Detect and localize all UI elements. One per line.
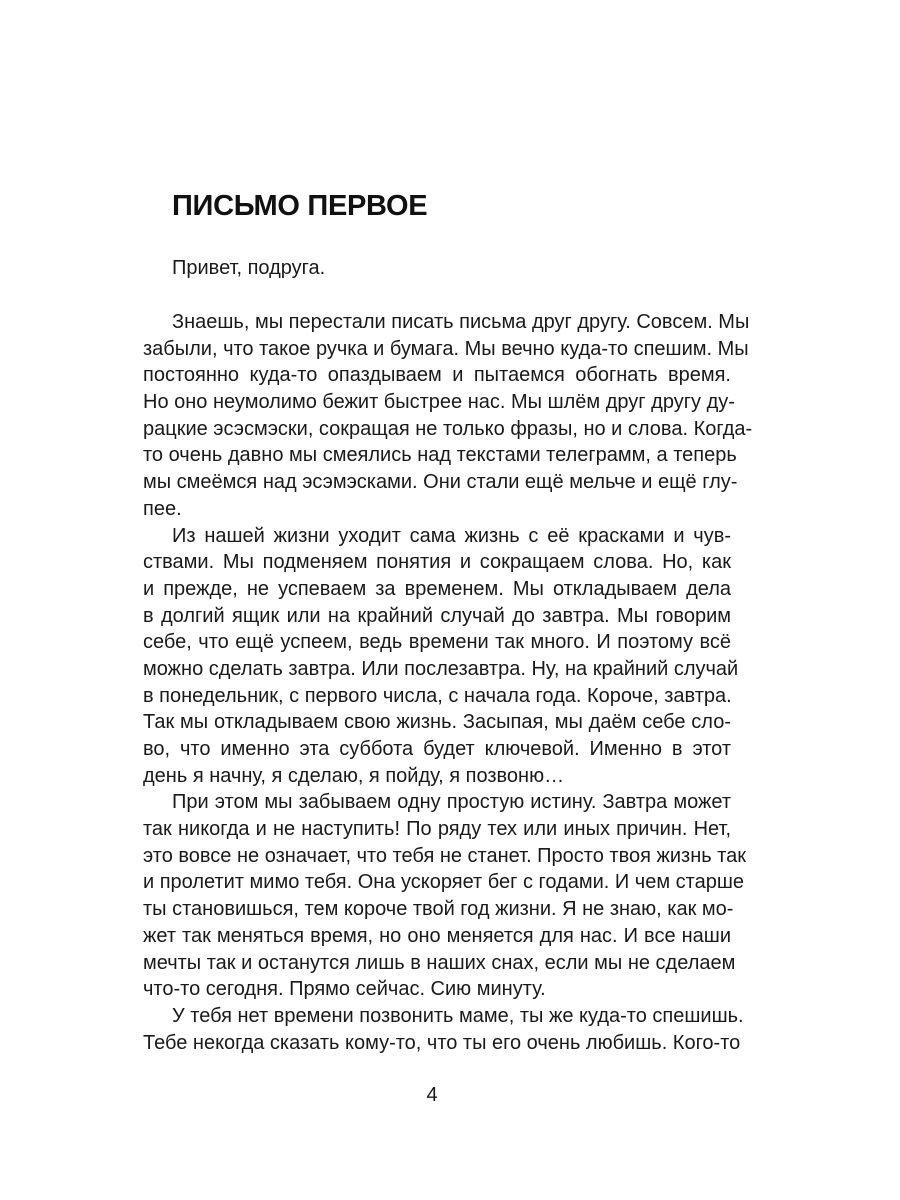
text-line: день я начну, я сделаю, я пойду, я позвоню… — [143, 764, 565, 787]
text-line: При этом мы забываем одну простую истину. Завтра может — [172, 791, 731, 814]
paragraph — [143, 523, 739, 790]
text-line: постоянно куда-то опаздываем и пытаемся обогнать время. — [143, 364, 731, 387]
text-line: Тебе некогда сказать кому-то, что ты его очень любишь. Кого-то — [143, 1031, 741, 1054]
text-line: мечты так и останутся лишь в наших снах, если мы не сделаем — [143, 951, 736, 974]
text-line: Но оно неумолимо бежит быстрее нас. Мы шлём друг другу ду- — [143, 391, 735, 414]
paragraph — [143, 1003, 744, 1056]
text-line: так никогда и не наступить! По ряду тех или иных причин. Нет, — [143, 818, 731, 841]
text-line: Из нашей жизни уходит сама жизнь с её красками и чув- — [172, 524, 731, 547]
text-line: что-то сегодня. Прямо сейчас. Сию минуту. — [143, 978, 546, 1001]
text-line: и прежде, не успеваем за временем. Мы откладываем дела — [143, 577, 731, 600]
greeting: Привет, подруга. — [172, 257, 326, 279]
page-number: 4 — [426, 1084, 438, 1106]
body-text — [143, 309, 753, 1056]
text-line: ты становишься, тем короче твой год жизни. Я не знаю, как мо- — [143, 898, 734, 921]
text-line: в долгий ящик или на крайний случай до завтра. Мы говорим — [143, 604, 731, 627]
text-line: и пролетит мимо тебя. Она ускоряет бег с годами. И чем старше — [143, 871, 745, 894]
text-line: У тебя нет времени позвонить маме, ты же куда-то спешишь. — [172, 1004, 744, 1027]
paragraph — [143, 309, 753, 523]
text-line: пее. — [143, 497, 182, 520]
text-line: себе, что ещё успеем, ведь времени так много. И поэтому всё — [143, 631, 731, 654]
text-line: забыли, что такое ручка и бумага. Мы вечно куда-то спешим. Мы — [143, 337, 749, 360]
text-line: можно сделать завтра. Или послезавтра. Ну, на крайний случай — [143, 657, 739, 680]
text-line: ствами. Мы подменяем понятия и сокращаем слова. Но, как — [143, 551, 731, 574]
text-line: это вовсе не означает, что тебя не станет. Просто твоя жизнь так — [143, 844, 747, 867]
text-line: в понедельник, с первого числа, с начала года. Короче, завтра. — [143, 684, 732, 707]
text-line: рацкие эсэсмэски, сокращая не только фразы, но и слова. Когда- — [143, 417, 753, 440]
text-line: во, что именно эта суббота будет ключевой. Именно в этот — [143, 738, 731, 760]
chapter-title: ПИСЬМО ПЕРВОЕ — [172, 190, 428, 222]
paragraph — [143, 789, 747, 1003]
text-line: Знаешь, мы перестали писать письма друг другу. Совсем. Мы — [172, 311, 750, 333]
text-line: мы смеёмся над эсэмэсками. Они стали ещё мельче и ещё глу- — [143, 471, 738, 494]
text-line: жет так меняться время, но оно меняется для нас. И все наши — [143, 924, 731, 947]
text-line: то очень давно мы смеялись над текстами телеграмм, а теперь — [143, 444, 737, 467]
text-line: Так мы откладываем свою жизнь. Засыпая, мы даём себе сло- — [143, 711, 731, 734]
